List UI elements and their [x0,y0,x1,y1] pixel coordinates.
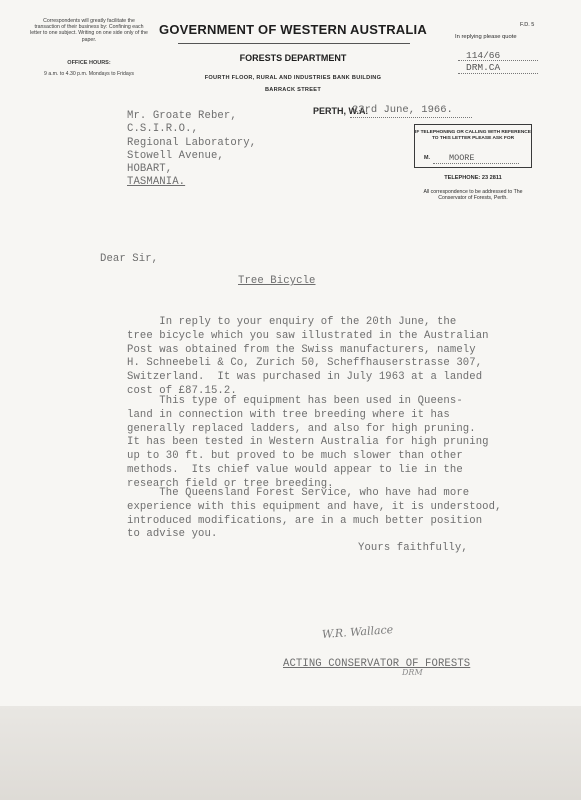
body-line: This type of equipment has been used in Queens- [127,395,463,407]
body-line: Post was obtained from the Swiss manufacturers, namely [127,343,476,356]
body-line: introduced modifications, are in a much better position [127,514,483,527]
addressee-line: Mr. Groate Reber, [127,110,237,122]
body-line: land in connection with tree breeding where it has [127,408,450,421]
office-hours: 9 a.m. to 4.30 p.m. Mondays to Fridays [44,71,134,77]
page-shadow [0,706,581,800]
correspondence-address: All correspondence to be addressed to The Conservator of Forests, Perth. [423,189,523,202]
addressee-block [127,110,256,190]
body-line: tree bicycle which you saw illustrated in the Australian [127,329,489,342]
letterhead-address-line1: FOURTH FLOOR, RURAL AND INDUSTRIES BANK BUILDING [204,75,382,81]
body-line: up to 30 ft. but proved to be much slower than other [127,450,463,463]
body-line: generally replaced ladders, and also for high pruning. [127,422,476,435]
subject-line: Tree Bicycle [238,275,316,287]
salutation: Dear Sir, [100,253,159,265]
body-line: experience with this equipment and have, it is understood, [127,500,502,513]
letterhead-address-line2: BARRACK STREET [264,87,322,93]
body-line: methods. Its chief value would appear to lie in the [127,463,463,476]
body-line: Switzerland. It was purchased in July 1963 at a landed [127,371,483,384]
telephone-number: TELEPHONE: 23 2811 [444,175,502,181]
addressee-line: Stowell Avenue, [127,149,224,162]
addressee-line: Regional Laboratory, [127,136,257,149]
body-paragraph-1 [127,316,489,399]
office-hours-label: OFFICE HOURS: [67,60,111,66]
closing: Yours faithfully, [358,542,468,554]
signatory-initial: DRM [402,668,423,677]
body-line: research field or tree breeding. [127,477,334,490]
addressee-line: TASMANIA. [127,176,186,189]
addressee-line: C.S.I.R.O., [127,123,199,136]
phone-contact-box [414,124,532,168]
letterhead-rule [178,43,410,44]
contact-prefix: M. [424,155,430,161]
body-line: It has been tested in Western Australia for high pruning [127,436,489,449]
letter-date: 23rd June, 1966. [352,104,453,116]
form-code: F.D. 5 [520,22,535,28]
signatory-title: ACTING CONSERVATOR OF FORESTS [283,658,471,670]
handwritten-signature: W.R. Wallace [321,623,394,641]
letterhead-department: FORESTS DEPARTMENT [239,53,347,63]
correspondence-note: Correspondents will greatly facilitate the transaction of their business by: Confining each letter to one subject. Writing on one side only of the paper. [30,18,148,43]
phone-instruction: IF TELEPHONING OR CALLING WITH REFERENCE TO THIS LETTER PLEASE ASK FOR [415,130,531,141]
date-line [350,117,472,118]
reference-line [458,60,538,61]
body-line: to advise you. [127,528,218,541]
body-paragraph-2 [127,395,489,492]
body-line: The Queensland Forest Service, who have had more [127,487,470,499]
letterhead-government: GOVERNMENT OF WESTERN AUSTRALIA [159,22,427,37]
body-paragraph-3 [127,487,502,542]
reference-line [458,73,538,74]
reply-quote-label: In replying please quote [455,34,517,40]
place: PERTH, W.A. [313,106,369,116]
contact-line [433,163,519,164]
body-line: In reply to your enquiry of the 20th June, the [127,316,457,328]
reference-number: 114/66 [466,50,501,61]
addressee-line: HOBART, [127,163,173,176]
reference-initials: DRM.CA [466,62,501,73]
body-line: H. Schneebeli & Co, Zurich 50, Scheffhauserstrasse 307, [127,357,483,370]
contact-name: MOORE [449,153,475,163]
body-line: cost of £87.15.2. [127,384,237,397]
